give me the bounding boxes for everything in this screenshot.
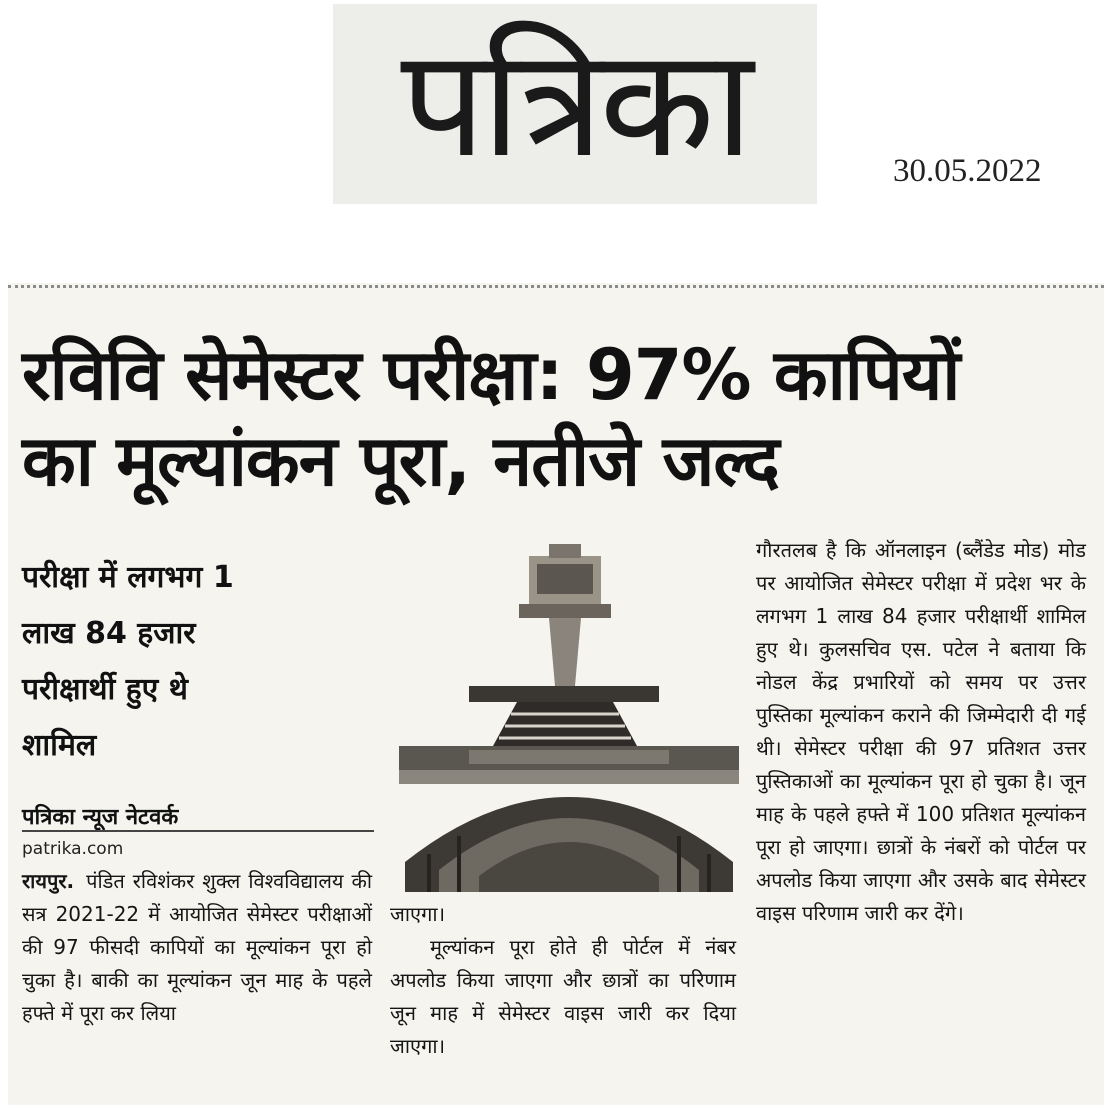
subhead-line: शामिल	[22, 728, 97, 763]
article-column-1	[22, 865, 372, 1030]
dateline-city: रायपुर.	[22, 869, 75, 893]
byline-divider	[22, 830, 374, 832]
top-dotted-rule	[8, 285, 1104, 288]
subhead-line: परीक्षा में लगभग 1	[22, 560, 234, 595]
university-building-photo	[399, 536, 739, 892]
headline-line-1: रविवि सेमेस्टर परीक्षा: 97% कापियों	[22, 334, 960, 416]
article-subheadline	[22, 550, 342, 774]
newspaper-masthead	[333, 4, 817, 204]
publication-date: 30.05.2022	[893, 153, 1042, 189]
article-column-2	[390, 898, 736, 1063]
column-3-text: गौरतलब है कि ऑनलाइन (ब्लैंडेड मोड) मोड पर आयोजित सेमेस्टर परीक्षा में प्रदेश भर के लगभग 1 लाख 84 हजार परीक्षार्थी शामिल हुए थे। कुलसचिव एस. पटेल ने बताया कि नोडल केंद्र प्रभारियों को समय पर उत्तर पुस्तिका मूल्यांकन कराने की जिम्मेदारी दी गई थी। सेमेस्टर परीक्षा की 97 प्रतिशत उत्तर पुस्तिकाओं का मूल्यांकन पूरा हो चुका है। जून माह के पहले हफ्ते में 100 प्रतिशत मूल्यांकन पूरा हो जाएगा। छात्रों के नंबरों को पोर्टल पर अपलोड किया जाएगा और उसके बाद सेमेस्टर वाइस परिणाम जारी कर देंगे।	[756, 538, 1086, 925]
column-2-text-b: मूल्यांकन पूरा होते ही पोर्टल में नंबर अपलोड किया जाएगा और छात्रों का परिणाम जून माह में सेमेस्टर वाइस जारी कर दिया जाएगा।	[390, 935, 736, 1058]
subhead-line: परीक्षार्थी हुए थे	[22, 672, 188, 707]
column-2-text-a: जाएगा।	[390, 902, 446, 926]
byline: पत्रिका न्यूज नेटवर्क	[22, 805, 179, 830]
column-1-text: पंडित रविशंकर शुक्ल विश्वविद्यालय की सत्र 2021-22 में आयोजित सेमेस्टर परीक्षाओं की 97 फीसदी कापियों का मूल्यांकन पूरा हो चुका है। बाकी का मूल्यांकन जून माह के पहले हफ्ते में पूरा कर लिया	[22, 869, 372, 1025]
subhead-line: लाख 84 हजार	[22, 616, 196, 651]
headline-line-2: का मूल्यांकन पूरा, नतीजे जल्द	[22, 420, 779, 502]
article-headline	[22, 332, 1082, 504]
news-clipping	[8, 283, 1104, 1105]
newspaper-logo: पत्रिका	[400, 17, 750, 191]
website-label: patrika.com	[22, 839, 124, 859]
article-column-3	[756, 534, 1086, 930]
